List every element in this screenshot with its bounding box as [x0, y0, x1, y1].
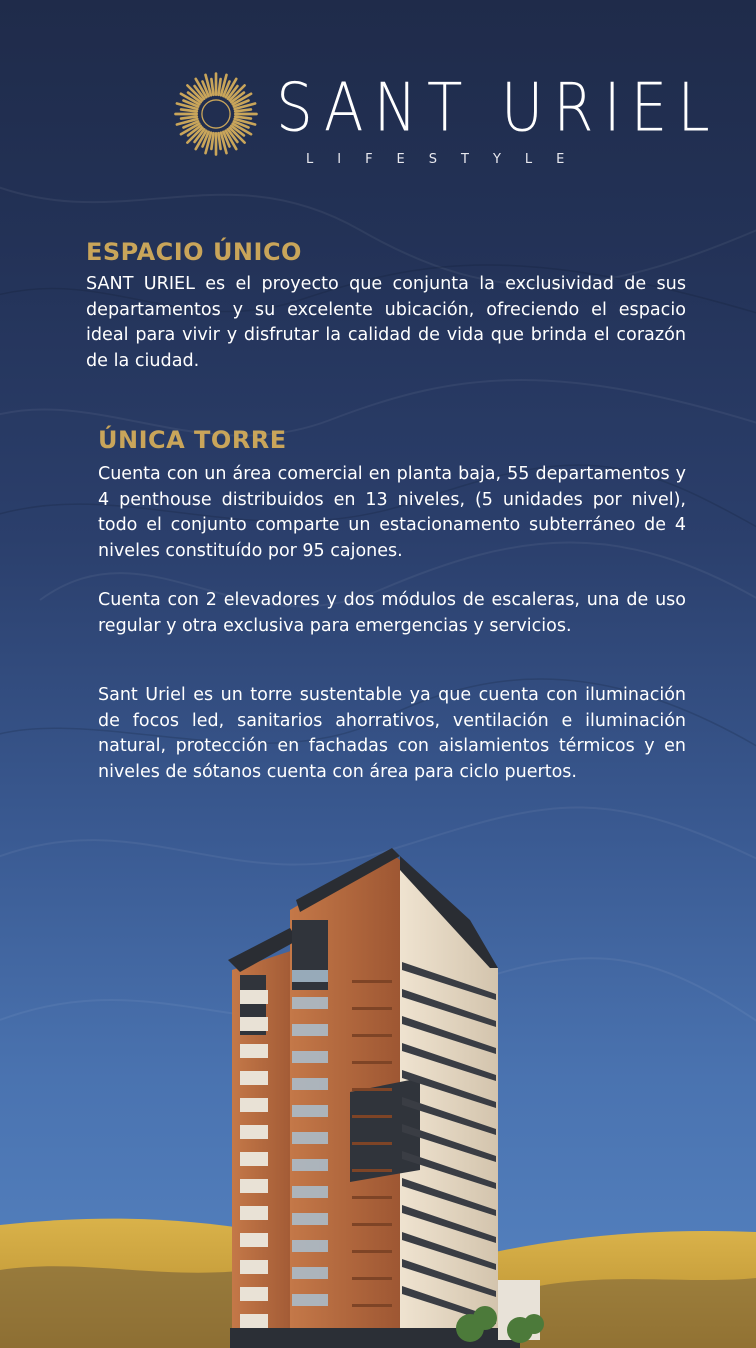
tower-paragraph-3: Sant Uriel es un torre sustentable ya que cuenta con iluminación de focos led, sanitarios ahorrativos, ventilación e iluminación natural, protección en fachadas con aislamientos térmicos y en niveles de sótanos cuenta con área para ciclo puertos. [98, 685, 686, 782]
section-title-espacio-unico: ESPACIO ÚNICO [86, 238, 302, 266]
tower-rendering [0, 840, 756, 1348]
brand-name: SANT URIEL [276, 68, 720, 147]
tower-paragraph-1: Cuenta con un área comercial en planta baja, 55 departamentos y 4 penthouse distribuidos en 13 niveles, (5 unidades por nivel), todo el conjunto comparte un estacionamento subterráneo de 4 niveles constituído por 95 cajones. [98, 464, 686, 561]
tower-paragraph-2: Cuenta con 2 elevadores y dos módulos de escaleras, una de uso regular y otra exclusiva para emergencias y servicios. [98, 590, 686, 636]
brand-logo [0, 60, 756, 180]
sunburst-icon [172, 70, 260, 158]
section-body-espacio-unico: SANT URIEL es el proyecto que conjunta la exclusividad de sus departamentos y su excelente ubicación, ofreciendo el espacio ideal para vivir y disfrutar la calidad de vida que brinda el corazón de la ciudad. [86, 274, 686, 371]
brand-tagline: LIFESTYLE [306, 152, 589, 167]
section-title-unica-torre: ÚNICA TORRE [98, 426, 287, 454]
building [228, 848, 540, 1348]
